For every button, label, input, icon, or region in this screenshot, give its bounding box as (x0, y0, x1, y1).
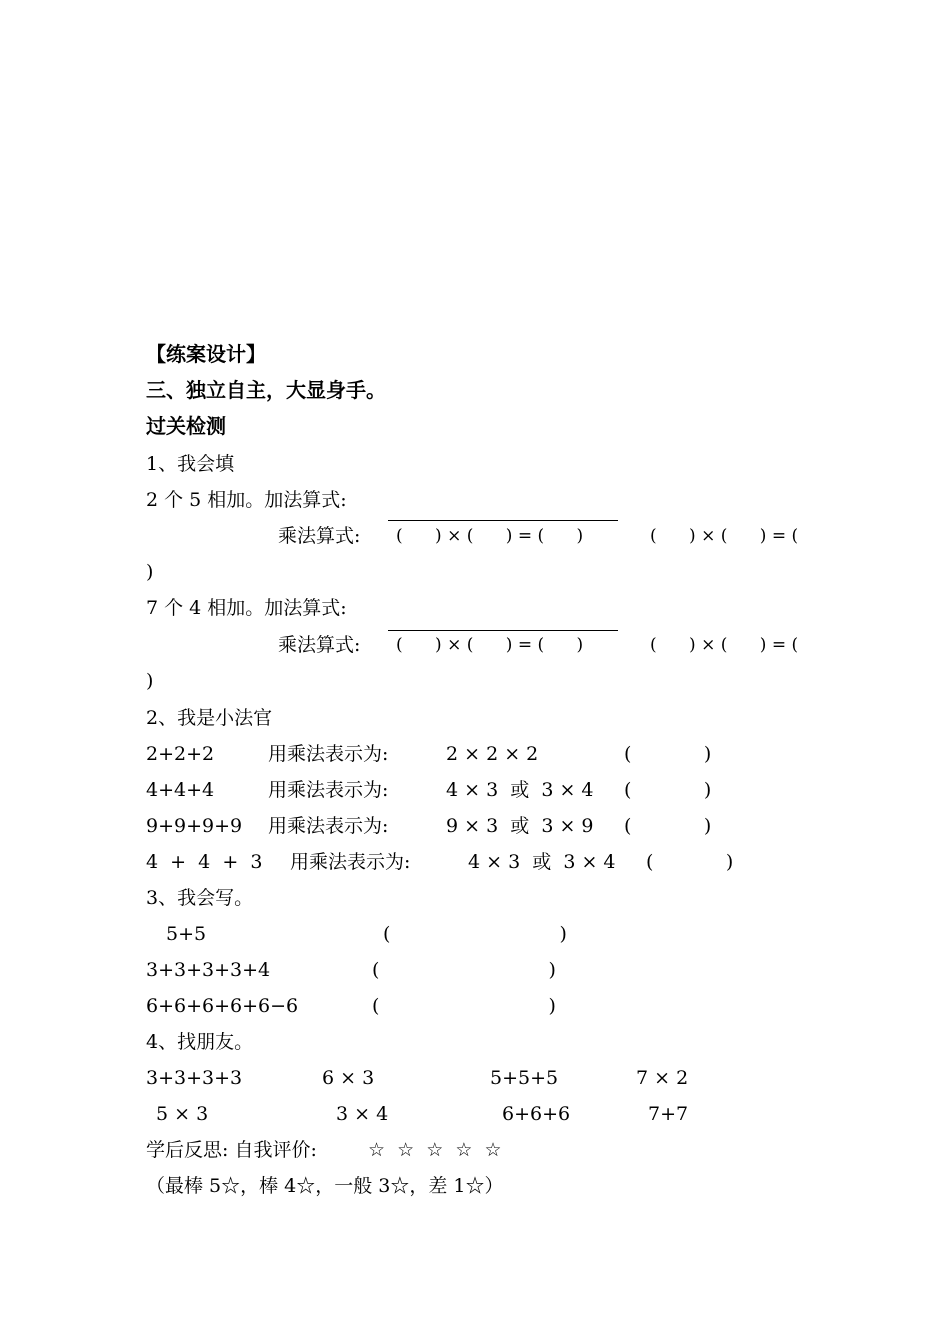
q4-row2-item-1: 5 × 3 (156, 1103, 209, 1125)
q2-row-2-label: 用乘法表示为: (268, 779, 389, 801)
q2-row-3-expr: 9+9+9+9 (146, 815, 243, 837)
rating-legend: （最棒 5☆，棒 4☆，一般 3☆，差 1☆） (146, 1175, 504, 1197)
q3-row-2-expr: 3+3+3+3+4 (146, 959, 271, 981)
q4-row1-item-1: 3+3+3+3 (146, 1067, 243, 1089)
q1a-formula-1: ( ) × ( ) = ( ) (396, 526, 584, 546)
q1b-formula-1: ( ) × ( ) = ( ) (396, 635, 584, 655)
q4-row1-item-4: 7 × 2 (636, 1067, 689, 1089)
q2-row-2-expr: 4+4+4 (146, 779, 215, 801)
q1a-overflow-paren: ) (146, 561, 154, 583)
q1b-overflow-paren: ) (146, 670, 154, 692)
reflection-label: 学后反思: 自我评价: (146, 1139, 317, 1161)
q3-title: 3、我会写。 (146, 887, 254, 909)
q4-row2-item-4: 7+7 (648, 1103, 689, 1125)
q1a-formula-2: ( ) × ( ) = ( (650, 526, 799, 546)
q2-row-2-answer: 4 × 3 或 3 × 4 (446, 779, 594, 801)
q1-title: 1、我会填 (146, 453, 235, 475)
q1b-formula-2: ( ) × ( ) = ( (650, 635, 799, 655)
q4-row2-item-3: 6+6+6 (502, 1103, 571, 1125)
q2-row-3-label: 用乘法表示为: (268, 815, 389, 837)
q4-row1-item-3: 5+5+5 (490, 1067, 559, 1089)
q4-row2-item-2: 3 × 4 (336, 1103, 389, 1125)
q4-title: 4、找朋友。 (146, 1031, 254, 1053)
part-heading: 三、独立自主，大显身手。 (146, 378, 386, 402)
q3-row-3-expr: 6+6+6+6+6−6 (146, 995, 299, 1017)
q4-row1-item-2: 6 × 3 (322, 1067, 375, 1089)
q3-row-1-expr: 5+5 (166, 923, 207, 945)
q2-row-1-expr: 2+2+2 (146, 743, 215, 765)
q2-row-1-judge: ( ) (624, 743, 712, 765)
q3-row-1-blank: ( ) (383, 923, 567, 945)
check-heading: 过关检测 (146, 414, 226, 438)
q1b-mul-label: 乘法算式: (278, 634, 361, 656)
q2-title: 2、我是小法官 (146, 707, 273, 729)
q2-row-4-expr: 4 + 4 + 3 (146, 851, 263, 873)
q1a-add-answer-line (388, 520, 618, 521)
q2-row-4-answer: 4 × 3 或 3 × 4 (468, 851, 616, 873)
q2-row-4-judge: ( ) (646, 851, 734, 873)
q2-row-1-label: 用乘法表示为: (268, 743, 389, 765)
q2-row-3-answer: 9 × 3 或 3 × 9 (446, 815, 594, 837)
q1b-add-prompt: 7 个 4 相加。加法算式: (146, 597, 347, 619)
q3-row-3-blank: ( ) (372, 995, 556, 1017)
q1a-add-prompt: 2 个 5 相加。加法算式: (146, 489, 347, 511)
q2-row-1-answer: 2 × 2 × 2 (446, 743, 539, 765)
q3-row-2-blank: ( ) (372, 959, 556, 981)
q2-row-2-judge: ( ) (624, 779, 712, 801)
rating-stars: ☆ ☆ ☆ ☆ ☆ (368, 1139, 502, 1161)
q2-row-4-label: 用乘法表示为: (290, 851, 411, 873)
q1b-add-answer-line (388, 630, 618, 631)
q2-row-3-judge: ( ) (624, 815, 712, 837)
section-title: 【练案设计】 (146, 342, 266, 366)
q1a-mul-label: 乘法算式: (278, 525, 361, 547)
